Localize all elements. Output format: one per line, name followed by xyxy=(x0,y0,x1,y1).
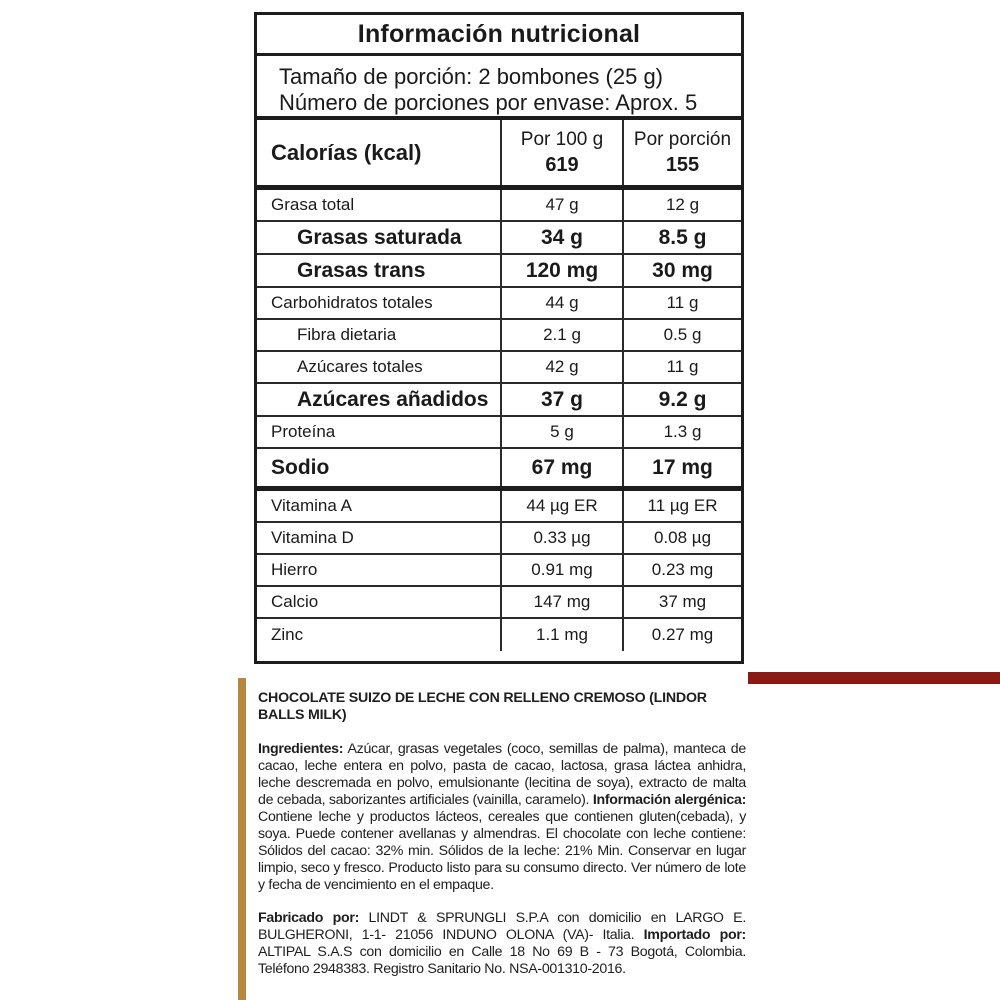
nutrient-row-proteina xyxy=(257,417,741,449)
product-title: CHOCOLATE SUIZO DE LECHE CON RELLENO CREMOSO (LINDOR BALLS MILK) xyxy=(258,690,707,723)
nutrient-label: Grasa total xyxy=(257,190,502,220)
allergen-label: Información alergénica: xyxy=(592,792,746,808)
vitamin-row-d xyxy=(257,523,741,555)
left-background xyxy=(0,0,240,1000)
nutrient-per100: 67 mg xyxy=(502,449,624,486)
per-serving-column-header xyxy=(624,120,741,185)
ingredients-text: Azúcar, grasas vegetales (coco, semillas de palma), manteca de cacao, leche entera en polvo, pasta de cacao, lactosa, grasa láctea anhidra, leche descremada en polvo, emulsionante (lecitina de soya), extracto de malta de cebada, saborizantes artificiales (vainilla, caramelo). xyxy=(258,741,746,808)
vitamin-label: Vitamina D xyxy=(257,523,502,553)
nutrient-label: Grasas trans xyxy=(257,255,502,286)
manufacturer-paragraph xyxy=(258,910,746,978)
calories-row xyxy=(257,120,741,190)
nutrient-per-serving: 8.5 g xyxy=(658,225,707,249)
nutrient-per-serving: 11 g xyxy=(666,357,699,376)
mineral-row-zinc xyxy=(257,619,741,651)
nutrient-row-fibra xyxy=(257,320,741,352)
vitamin-label: Calcio xyxy=(257,587,502,617)
ingredients-label: Ingredientes: xyxy=(258,741,344,757)
nutrient-row-grasas-saturada xyxy=(257,222,741,255)
nutrient-label: Carbohidratos totales xyxy=(257,288,502,318)
nutrient-label: Azúcares totales xyxy=(257,352,502,382)
imported-label: Importado por: xyxy=(643,927,746,943)
vitamin-label: Hierro xyxy=(257,555,502,585)
nutrient-label: Fibra dietaria xyxy=(257,320,502,350)
mineral-row-hierro xyxy=(257,555,741,587)
per-serving-header: Por porción xyxy=(633,128,732,150)
nutrition-title: Información nutricional xyxy=(257,15,741,56)
nutrient-row-sodio xyxy=(257,449,741,491)
nutrient-per-serving: 1.3 g xyxy=(663,422,702,441)
serving-size: Tamaño de porción: 2 bombones (25 g) xyxy=(279,64,664,89)
per100-header: Por 100 g xyxy=(520,128,604,150)
vitamin-label: Zinc xyxy=(257,619,502,651)
product-description xyxy=(258,690,746,994)
vitamin-per100: 0.33 µg xyxy=(502,523,624,553)
nutrient-per-serving: 0.5 g xyxy=(663,325,702,344)
vitamin-per-serving: 0.23 mg xyxy=(651,560,714,579)
calories-per-serving: 155 xyxy=(665,153,700,176)
serving-info xyxy=(257,56,741,120)
nutrient-row-grasas-trans xyxy=(257,255,741,288)
label-panel xyxy=(246,0,748,1000)
vitamin-label: Vitamina A xyxy=(257,491,502,521)
right-background xyxy=(748,0,1000,1000)
vitamin-per100: 0.91 mg xyxy=(502,555,624,585)
nutrient-per100: 2.1 g xyxy=(502,320,624,350)
nutrient-per-serving: 9.2 g xyxy=(658,387,707,411)
vitamin-per100: 44 µg ER xyxy=(502,491,624,521)
allergen-text: Contiene leche y productos lácteos, cereales que contienen gluten(cebada), y soya. Puede contener avellanas y almendras. El chocolate con leche contiene: Sólidos del cacao: 32% min. Sólidos de la leche: 21% Min. Conservar en lugar limpio, seco y fresco. Producto listo para su consumo directo. Ver número de lote y fecha de vencimiento en el empaque. xyxy=(258,809,746,893)
manufactured-text: LINDT & SPRUNGLI S.P.A con domicilio en LARGO E. BULGHERONI, 1-1- 21056 INDUNO OLONA (VA)- Italia. xyxy=(258,910,746,943)
vitamin-row-a xyxy=(257,491,741,523)
nutrient-per-serving: 17 mg xyxy=(652,455,713,479)
imported-text: ALTIPAL S.A.S con domicilio en Calle 18 No 69 B - 73 Bogotá, Colombia. Teléfono 2948383. Registro Sanitario No. NSA-001310-2016. xyxy=(258,944,746,977)
nutrient-label: Azúcares añadidos xyxy=(257,384,502,415)
nutrient-per-serving: 30 mg xyxy=(652,258,713,282)
nutrient-per100: 37 g xyxy=(502,384,624,415)
manufactured-label: Fabricado por: xyxy=(258,910,359,926)
nutrient-per100: 44 g xyxy=(502,288,624,318)
nutrient-row-carbohidratos xyxy=(257,288,741,320)
calories-per100: 619 xyxy=(545,153,579,176)
vitamin-per-serving: 11 µg ER xyxy=(647,496,718,515)
vitamin-per100: 1.1 mg xyxy=(502,619,624,651)
right-packaging-band xyxy=(748,672,1000,684)
nutrient-row-azucares-anadidos xyxy=(257,384,741,417)
nutrient-per-serving: 12 g xyxy=(665,195,700,214)
mineral-row-calcio xyxy=(257,587,741,619)
ingredients-paragraph xyxy=(258,741,746,894)
nutrient-row-azucares-totales xyxy=(257,352,741,384)
nutrient-label: Grasas saturada xyxy=(257,222,502,253)
calories-label: Calorías (kcal) xyxy=(257,120,502,185)
nutrient-row-grasa-total xyxy=(257,190,741,222)
vitamin-per-serving: 37 mg xyxy=(658,592,707,611)
nutrient-per100: 42 g xyxy=(502,352,624,382)
nutrient-per100: 120 mg xyxy=(502,255,624,286)
servings-per-container: Número de porciones por envase: Aprox. 5 xyxy=(279,90,698,115)
nutrient-label: Proteína xyxy=(257,417,502,447)
nutrient-per100: 47 g xyxy=(502,190,624,220)
vitamin-per100: 147 mg xyxy=(502,587,624,617)
nutrient-label: Sodio xyxy=(257,449,502,486)
vitamin-per-serving: 0.08 µg xyxy=(653,528,712,547)
left-packaging-edge xyxy=(238,678,246,1000)
nutrient-per100: 5 g xyxy=(502,417,624,447)
per100-column-header xyxy=(502,120,624,185)
nutrient-per-serving: 11 g xyxy=(666,293,699,312)
vitamin-per-serving: 0.27 mg xyxy=(651,625,714,644)
nutrition-facts-table xyxy=(254,12,744,664)
nutrient-per100: 34 g xyxy=(502,222,624,253)
